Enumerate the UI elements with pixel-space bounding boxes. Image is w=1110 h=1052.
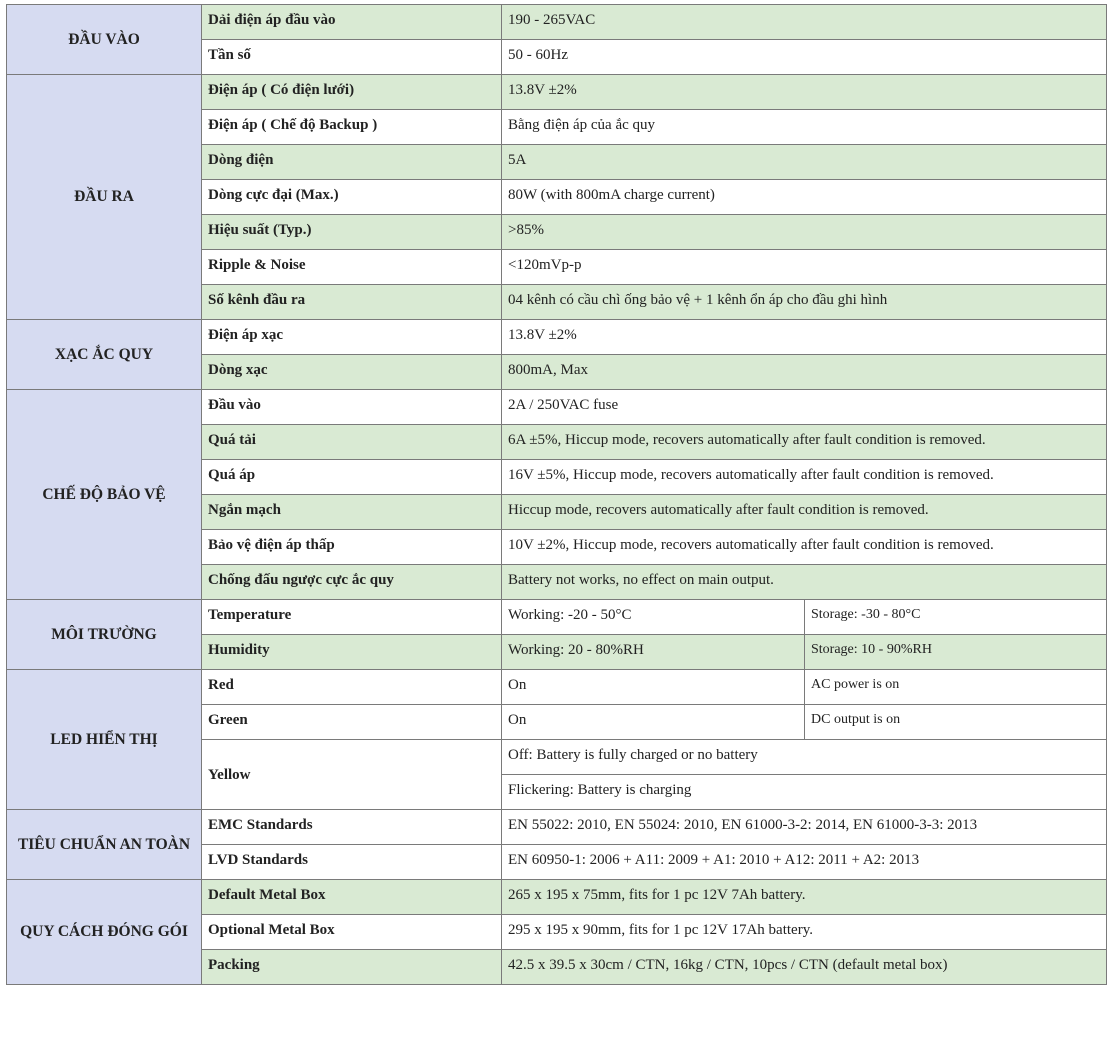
spec-value: On — [502, 705, 805, 740]
spec-table — [6, 4, 1107, 985]
spec-label: Điện áp ( Chế độ Backup ) — [202, 110, 502, 145]
spec-label: Green — [202, 705, 502, 740]
spec-value: 42.5 x 39.5 x 30cm / CTN, 16kg / CTN, 10pcs / CTN (default metal box) — [502, 950, 1107, 985]
table-row — [7, 810, 1107, 845]
spec-value: Battery not works, no effect on main output. — [502, 565, 1107, 600]
spec-label: Humidity — [202, 635, 502, 670]
spec-note: AC power is on — [805, 670, 1107, 705]
spec-label: Quá tải — [202, 425, 502, 460]
spec-value: EN 55022: 2010, EN 55024: 2010, EN 61000-3-2: 2014, EN 61000-3-3: 2013 — [502, 810, 1107, 845]
spec-label: Đầu vào — [202, 390, 502, 425]
spec-label: Packing — [202, 950, 502, 985]
spec-label: Số kênh đầu ra — [202, 285, 502, 320]
spec-label: Default Metal Box — [202, 880, 502, 915]
spec-value: 80W (with 800mA charge current) — [502, 180, 1107, 215]
spec-value: 2A / 250VAC fuse — [502, 390, 1107, 425]
section-header-dau-ra: ĐẦU RA — [7, 75, 202, 320]
spec-value: 295 x 195 x 90mm, fits for 1 pc 12V 17Ah battery. — [502, 915, 1107, 950]
spec-label: Điện áp ( Có điện lưới) — [202, 75, 502, 110]
spec-label: Yellow — [202, 740, 502, 810]
spec-value: <120mVp-p — [502, 250, 1107, 285]
spec-label: Dòng cực đại (Max.) — [202, 180, 502, 215]
spec-value: Off: Battery is fully charged or no battery — [502, 740, 1107, 775]
spec-value: Working: -20 - 50°C — [502, 600, 805, 635]
section-header-quy-cach-dong-goi: QUY CÁCH ĐÓNG GÓI — [7, 880, 202, 985]
spec-value: 6A ±5%, Hiccup mode, recovers automatically after fault condition is removed. — [502, 425, 1107, 460]
table-row — [7, 390, 1107, 425]
spec-label: LVD Standards — [202, 845, 502, 880]
spec-value: 16V ±5%, Hiccup mode, recovers automatically after fault condition is removed. — [502, 460, 1107, 495]
spec-value: Hiccup mode, recovers automatically after fault condition is removed. — [502, 495, 1107, 530]
table-row — [7, 670, 1107, 705]
section-header-che-do-bao-ve: CHẾ ĐỘ BẢO VỆ — [7, 390, 202, 600]
spec-label: Red — [202, 670, 502, 705]
spec-value: EN 60950-1: 2006 + A11: 2009 + A1: 2010 + A12: 2011 + A2: 2013 — [502, 845, 1107, 880]
spec-value: Flickering: Battery is charging — [502, 775, 1107, 810]
section-header-led-hien-thi: LED HIỂN THỊ — [7, 670, 202, 810]
table-row — [7, 600, 1107, 635]
section-header-dau-vao: ĐẦU VÀO — [7, 5, 202, 75]
spec-label: Ripple & Noise — [202, 250, 502, 285]
spec-label: EMC Standards — [202, 810, 502, 845]
spec-note: Storage: -30 - 80°C — [805, 600, 1107, 635]
spec-note: Storage: 10 - 90%RH — [805, 635, 1107, 670]
spec-label: Tần số — [202, 40, 502, 75]
spec-label: Điện áp xạc — [202, 320, 502, 355]
spec-label: Dải điện áp đầu vào — [202, 5, 502, 40]
spec-value: 13.8V ±2% — [502, 320, 1107, 355]
spec-value: 04 kênh có cầu chì ống bảo vệ + 1 kênh ổn áp cho đầu ghi hình — [502, 285, 1107, 320]
spec-value: 10V ±2%, Hiccup mode, recovers automatically after fault condition is removed. — [502, 530, 1107, 565]
section-header-moi-truong: MÔI TRƯỜNG — [7, 600, 202, 670]
spec-value: 13.8V ±2% — [502, 75, 1107, 110]
table-row — [7, 75, 1107, 110]
section-header-xac-ac-quy: XẠC ẮC QUY — [7, 320, 202, 390]
spec-label: Bảo vệ điện áp thấp — [202, 530, 502, 565]
section-header-tieu-chuan-an-toan: TIÊU CHUẨN AN TOÀN — [7, 810, 202, 880]
spec-label: Hiệu suất (Typ.) — [202, 215, 502, 250]
spec-value: Bằng điện áp của ắc quy — [502, 110, 1107, 145]
spec-value: >85% — [502, 215, 1107, 250]
spec-label: Dòng điện — [202, 145, 502, 180]
table-row — [7, 320, 1107, 355]
table-row — [7, 5, 1107, 40]
spec-note: DC output is on — [805, 705, 1107, 740]
spec-label: Quá áp — [202, 460, 502, 495]
spec-value: 265 x 195 x 75mm, fits for 1 pc 12V 7Ah battery. — [502, 880, 1107, 915]
spec-label: Temperature — [202, 600, 502, 635]
spec-value: Working: 20 - 80%RH — [502, 635, 805, 670]
spec-label: Chống đấu ngược cực ắc quy — [202, 565, 502, 600]
spec-value: 5A — [502, 145, 1107, 180]
spec-label: Ngắn mạch — [202, 495, 502, 530]
spec-value: 190 - 265VAC — [502, 5, 1107, 40]
spec-value: On — [502, 670, 805, 705]
spec-value: 800mA, Max — [502, 355, 1107, 390]
spec-label: Optional Metal Box — [202, 915, 502, 950]
table-row — [7, 880, 1107, 915]
spec-value: 50 - 60Hz — [502, 40, 1107, 75]
spec-label: Dòng xạc — [202, 355, 502, 390]
